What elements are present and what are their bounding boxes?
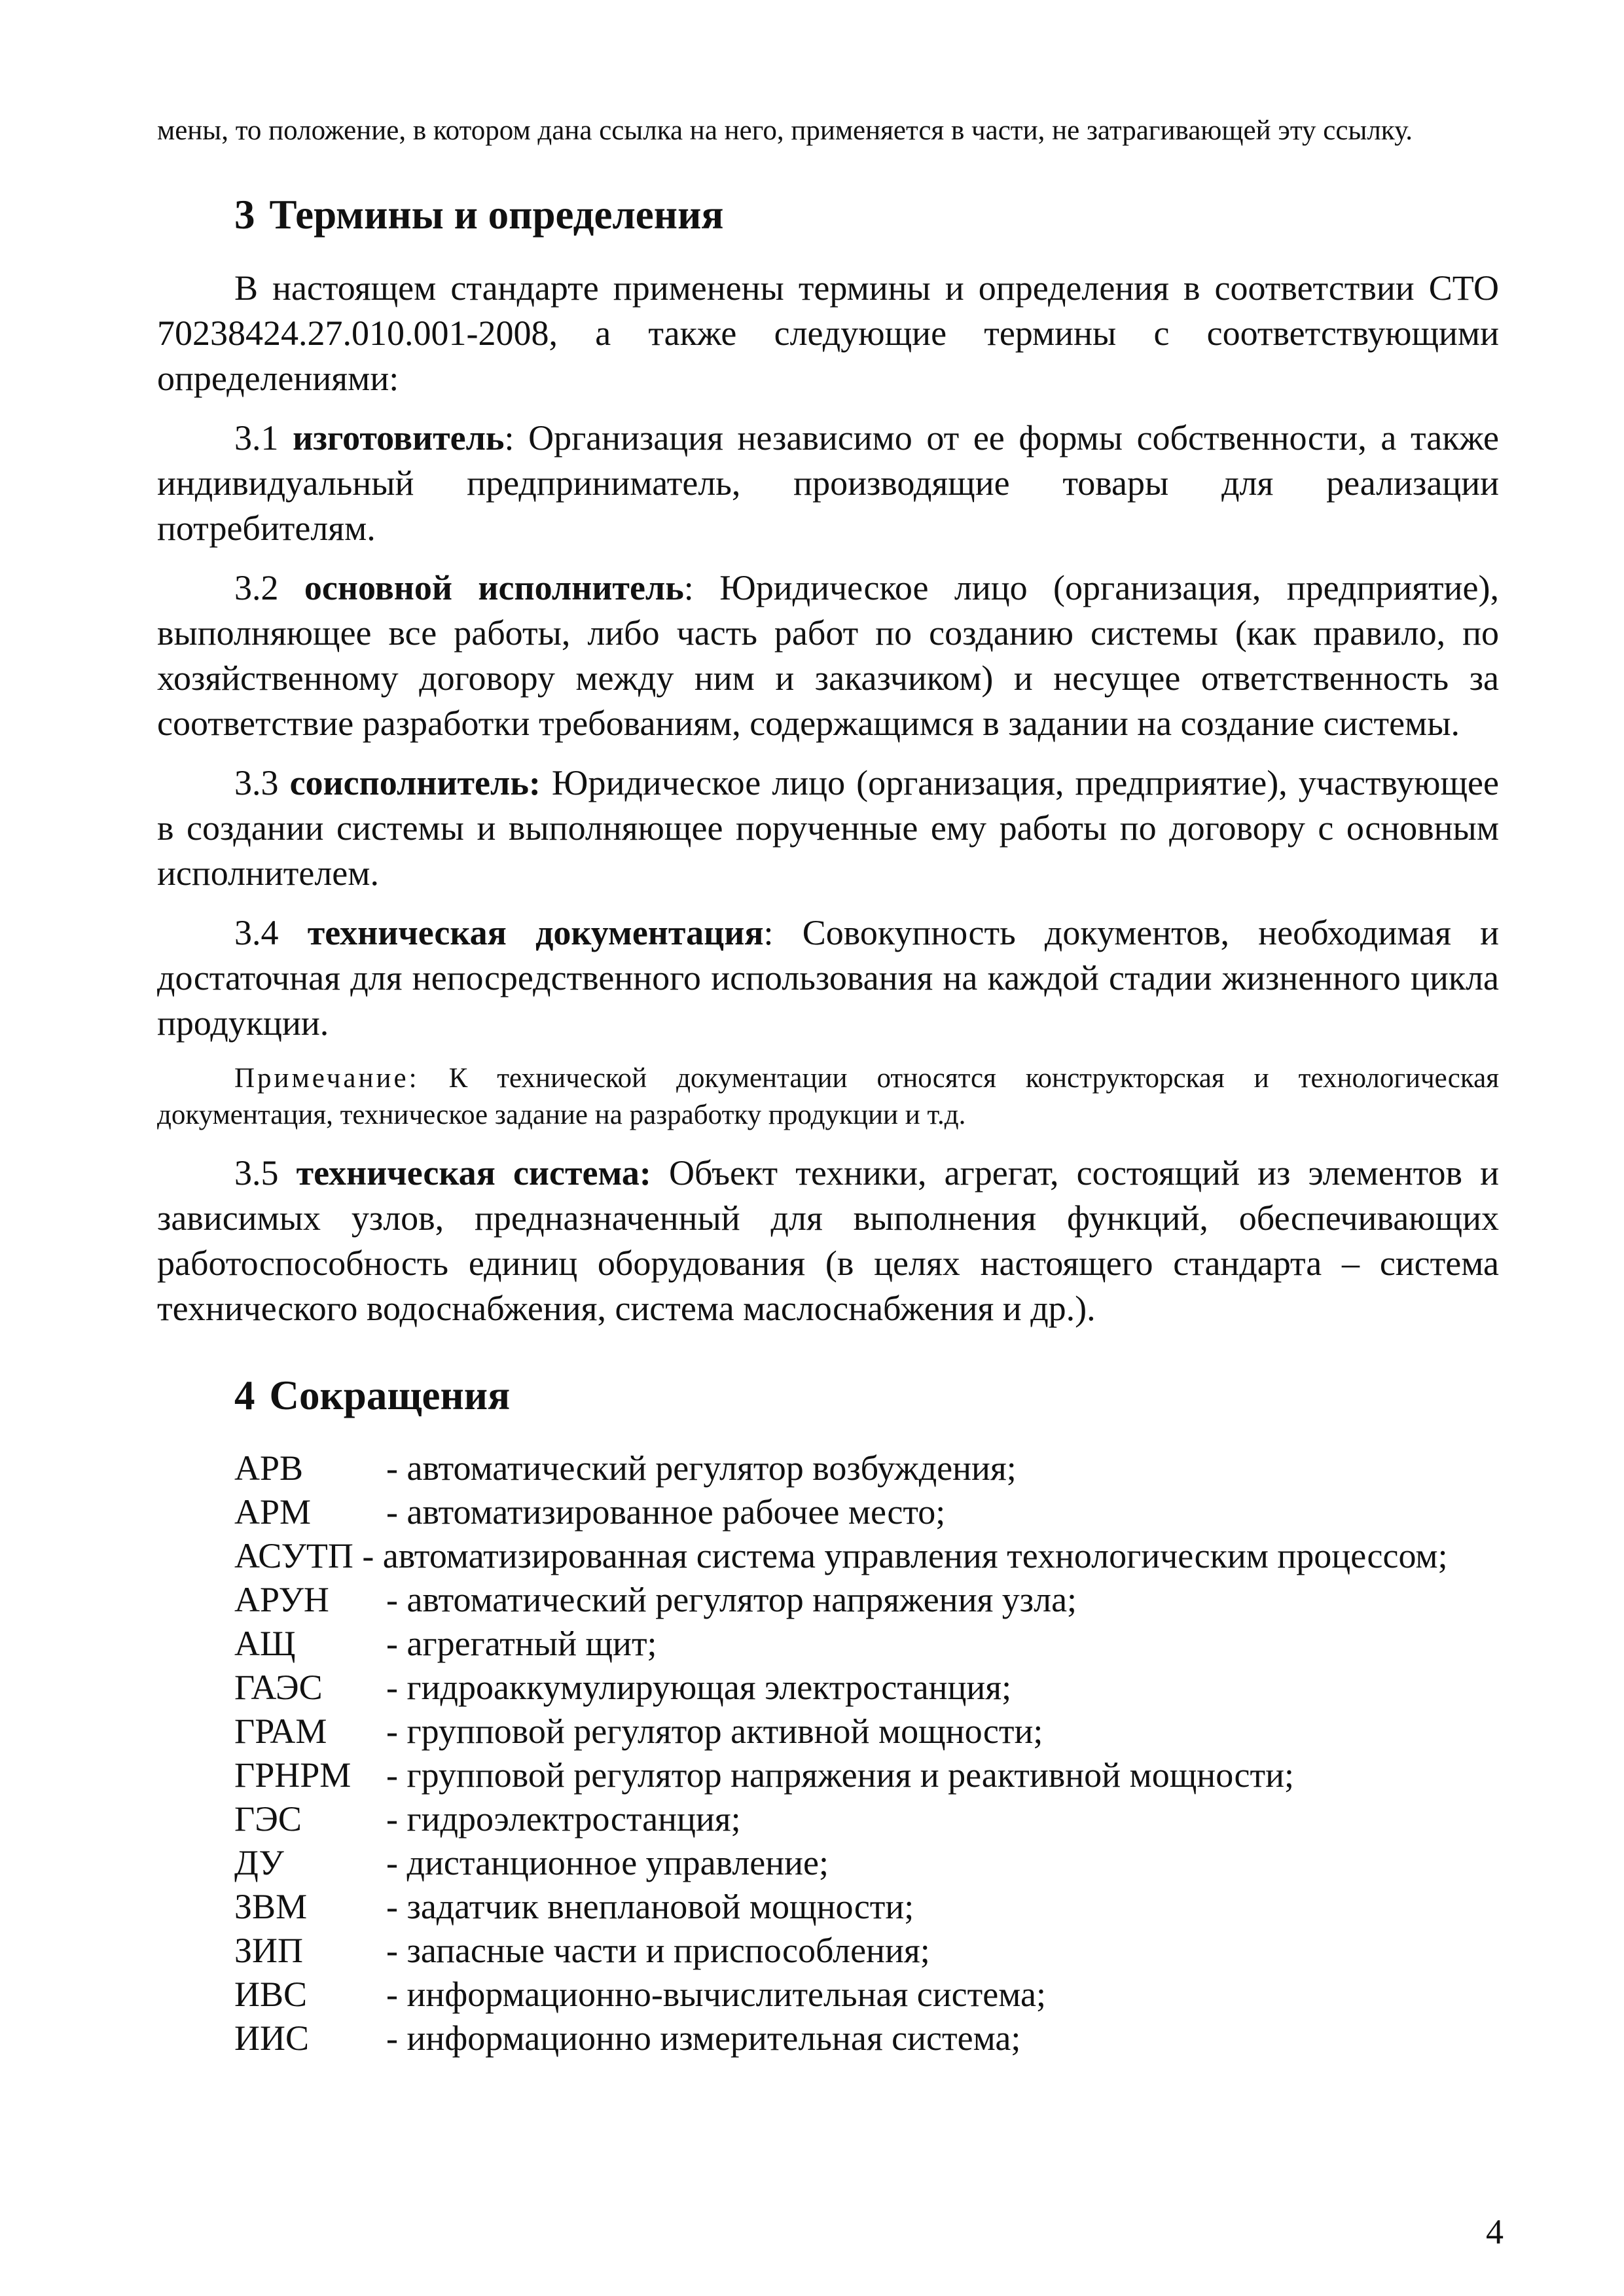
definition-number: 3.2 [234, 568, 279, 607]
note-text: К технической документации относятся конструкторская и технологическая документация, техническое задание на разработку продукции и т.д. [157, 1063, 1499, 1130]
abbreviation-definition: - задатчик внеплановой мощности; [386, 1887, 914, 1926]
abbreviation-row [157, 1622, 1499, 1666]
abbreviation-row [157, 2017, 1499, 2060]
section-3-title: Термины и определения [269, 192, 724, 238]
abbreviation: АСУТП [234, 1536, 353, 1575]
definition-text: Юридическое лицо (организация, предприятие), участвующее в создании системы и выполняющее порученные ему работы по договору с основным исполнителем. [157, 763, 1499, 893]
definition-term: техническая документация [307, 913, 764, 952]
section-4-title: Сокращения [269, 1372, 511, 1418]
definition-term: основной исполнитель [304, 568, 684, 607]
section-4-heading [234, 1369, 1499, 1422]
abbreviation-row [157, 1446, 1499, 1490]
abbreviation-definition: - гидроаккумулирующая электростанция; [386, 1668, 1012, 1707]
abbreviation-list [157, 1446, 1499, 2060]
definition-3-3 [157, 761, 1499, 896]
abbreviation: АРМ [234, 1492, 312, 1532]
section-3-heading [234, 188, 1499, 241]
abbreviation: ДУ [234, 1843, 284, 1882]
abbreviation: ИВС [234, 1975, 308, 2014]
abbreviation: ЗВМ [234, 1887, 308, 1926]
definition-term: соисполнитель: [289, 763, 541, 802]
abbreviation-definition: - запасные части и приспособления; [386, 1931, 930, 1970]
abbreviation-definition: - агрегатный щит; [386, 1624, 657, 1663]
definition-term: техническая система: [296, 1153, 651, 1193]
definition-3-4-note [157, 1060, 1499, 1134]
section-3-number: 3 [234, 192, 255, 238]
abbreviation-row [157, 1710, 1499, 1753]
abbreviation-row [157, 1797, 1499, 1841]
definition-3-1 [157, 416, 1499, 551]
definition-number: 3.1 [234, 418, 279, 457]
abbreviation-row [157, 1578, 1499, 1622]
definition-number: 3.3 [234, 763, 279, 802]
page-number: 4 [1486, 2212, 1504, 2251]
abbreviation-row [157, 1929, 1499, 1973]
abbreviation-definition: - гидроэлектростанция; [386, 1799, 741, 1839]
abbreviation: АРВ [234, 1448, 304, 1488]
abbreviation-row [157, 1841, 1499, 1885]
definition-3-4 [157, 910, 1499, 1046]
abbreviation-row [157, 1973, 1499, 2017]
abbreviation: ГРНРМ [234, 1755, 352, 1795]
section-3-lead: В настоящем стандарте применены термины и определения в соответствии СТО 70238424.27.010.001-2008, а также следующие термины с соответствующими определениями: [157, 268, 1499, 398]
definition-separator: : [683, 568, 694, 607]
abbreviation: АЩ [234, 1624, 296, 1663]
abbreviation: ГАЭС [234, 1668, 323, 1707]
note-label: Примечание: [234, 1063, 420, 1094]
definition-text: Юридическое лицо (организация, предприятие), выполняющее все работы, либо часть работ по созданию системы (как правило, по хозяйственному договору между ним и заказчиком) и несущее ответственность за соответствие разработки требованиям, содержащимся в задании на создание системы. [157, 568, 1499, 743]
definition-text: Организация независимо от ее формы собственности, а также индивидуальный предприниматель, производящие товары для реализации потребителям. [157, 418, 1499, 548]
abbreviation-definition: - автоматический регулятор напряжения узла; [386, 1580, 1077, 1619]
abbreviation-definition: - информационно-вычислительная система; [386, 1975, 1046, 2014]
abbreviation-definition: - групповой регулятор активной мощности; [386, 1712, 1043, 1751]
abbreviation-definition: - автоматизированное рабочее место; [386, 1492, 946, 1532]
abbreviation-definition: - групповой регулятор напряжения и реактивной мощности; [386, 1755, 1295, 1795]
definition-3-2 [157, 565, 1499, 746]
abbreviation-row [157, 1753, 1499, 1797]
document-page [157, 111, 1499, 2060]
definition-number: 3.5 [234, 1153, 279, 1193]
abbreviation-definition: - информационно измерительная система; [386, 2018, 1021, 2058]
abbreviation-definition: - дистанционное управление; [386, 1843, 829, 1882]
definition-3-5 [157, 1151, 1499, 1331]
section-4-number: 4 [234, 1372, 255, 1418]
definition-text: Объект техники, агрегат, состоящий из элементов и зависимых узлов, предназначенный для выполнения функций, обеспечивающих работоспособность единиц оборудования (в целях настоящего стандарта – система технического водоснабжения, система маслоснабжения и др.). [157, 1153, 1500, 1328]
abbreviation: АРУН [234, 1580, 329, 1619]
intro-continuation: мены, то положение, в котором дана ссылка на него, применяется в части, не затрагивающей эту ссылку. [157, 115, 1413, 146]
definition-text: Совокупность документов, необходимая и достаточная для непосредственного использования на каждой стадии жизненного цикла продукции. [157, 913, 1500, 1043]
definition-separator: : [504, 418, 514, 457]
abbreviation-row [157, 1666, 1499, 1710]
abbreviation-definition: - автоматизированная система управления технологическим процессом; [353, 1536, 1448, 1575]
abbreviation-row [157, 1490, 1499, 1534]
abbreviation-definition: - автоматический регулятор возбуждения; [386, 1448, 1017, 1488]
abbreviation: ИИС [234, 2018, 310, 2058]
abbreviation: ЗИП [234, 1931, 304, 1970]
definition-number: 3.4 [234, 913, 279, 952]
abbreviation-row [157, 1534, 1499, 1578]
abbreviation: ГРАМ [234, 1712, 327, 1751]
definition-separator: : [763, 913, 774, 952]
definition-term: изготовитель [293, 418, 505, 457]
abbreviation: ГЭС [234, 1799, 302, 1839]
abbreviation-row [157, 1885, 1499, 1929]
